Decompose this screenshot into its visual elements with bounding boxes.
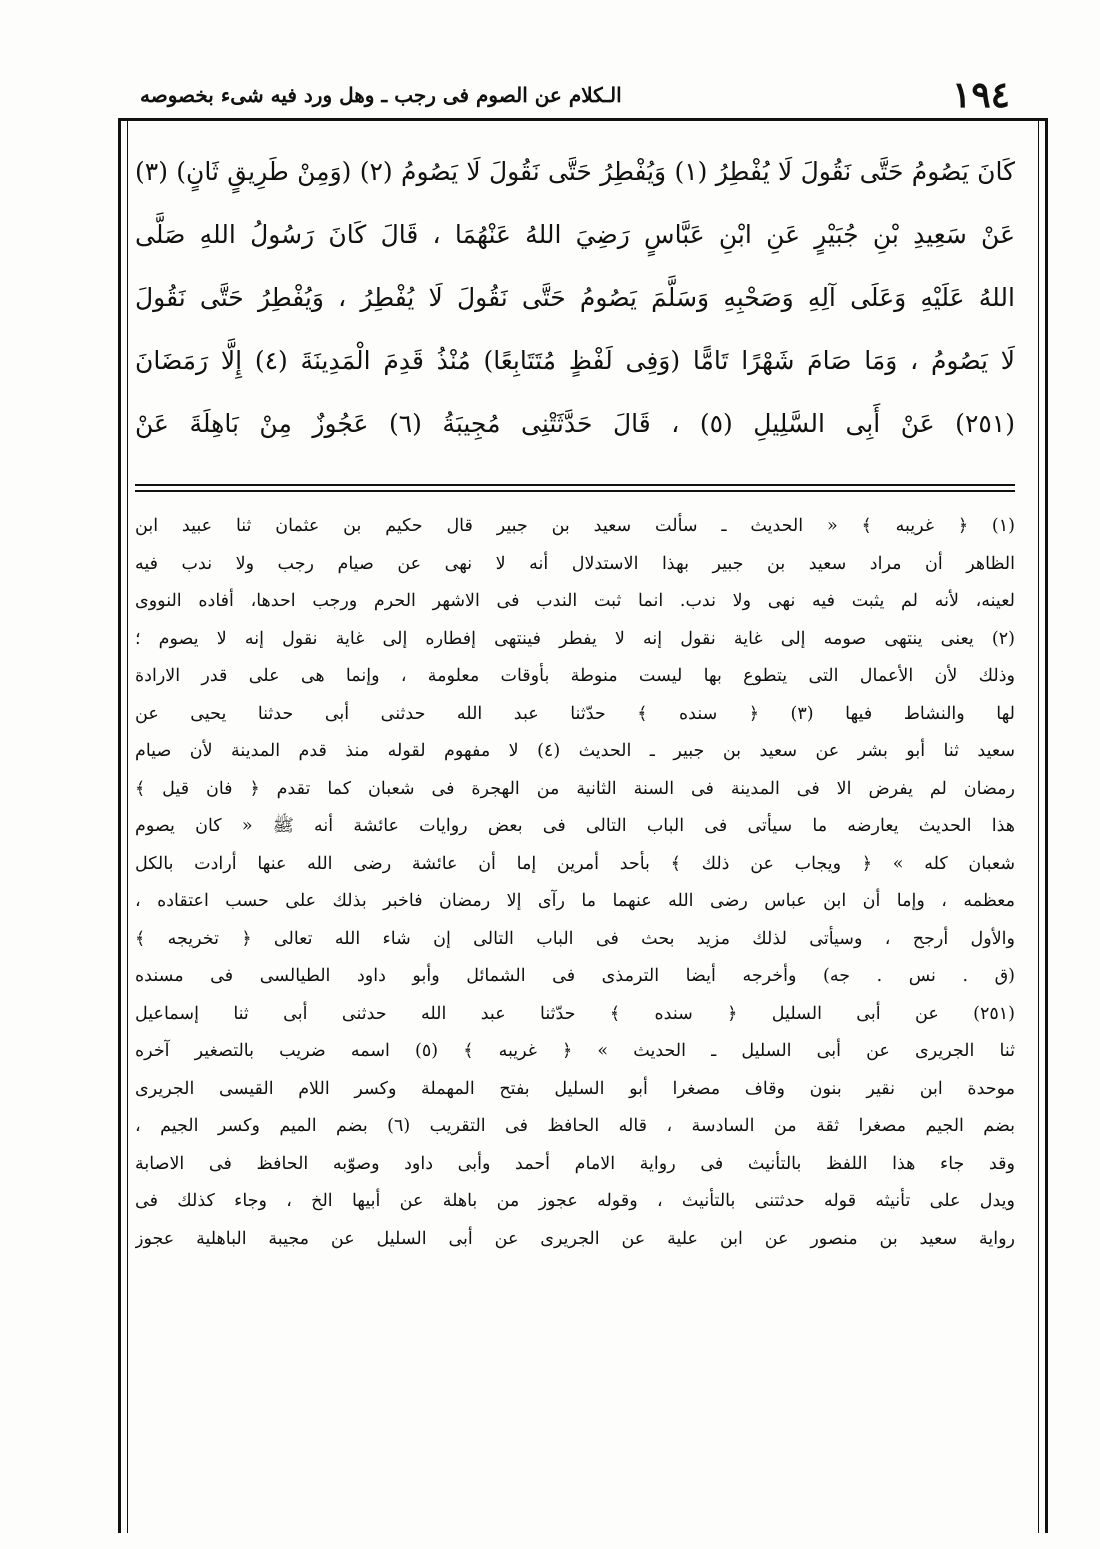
- hadith-line: عَنْ سَعِيدِ بْنِ جُبَيْرٍ عَنِ ابْنِ عَبَّاسٍ رَضِيَ اللهُ عَنْهُمَا ، قَالَ كَانَ رَسُولُ اللهِ صَلَّى: [135, 220, 1015, 249]
- commentary-line: (٢٥١) عن أبى السليل ﴿ سنده ﴾ حدّثنا عبد الله حدثنى أبى ثنا إسماعيل: [135, 1003, 1015, 1024]
- commentary-line: بضم الجيم مصغرا ثقة من السادسة ، قاله الحافظ فى التقريب (٦) بضم الميم وكسر الجيم ،: [135, 1116, 1015, 1136]
- commentary-line: موحدة ابن نقير بنون وقاف مصغرا أبو السليل بفتح المهملة وكسر اللام القيسى الجريرى: [135, 1078, 1015, 1099]
- hadith-line: اللهُ عَلَيْهِ وَعَلَى آلِهِ وَصَحْبِهِ وَسَلَّمَ يَصُومُ حَتَّى نَقُولَ لَا يُفْطِرُ ، وَيُفْطِرُ حَتَّى نَقُولَ: [135, 283, 1015, 312]
- hadith-text: [135, 140, 1015, 475]
- commentary-line: (ق . نس . جه) وأخرجه أيضا الترمذى فى الشمائل وأبو داود الطيالسى فى مسنده: [135, 966, 1015, 986]
- section-divider: [135, 484, 1015, 486]
- commentary-line: هذا الحديث يعارضه ما سيأتى فى الباب التالى فى بعض روايات عائشة أنه ﷺ « كان يصوم: [135, 816, 1015, 836]
- commentary-line: شعبان كله » ﴿ ويجاب عن ذلك ﴾ بأحد أمرين إما أن عائشة رضى الله عنها أرادت بالكل: [135, 853, 1015, 874]
- hadith-line: (٢٥١) عَنْ أَبِى السَّلِيلِ (٥) ، قَالَ حَدَّثَتْنِى مُجِيبَةُ (٦) عَجُوزٌ مِنْ بَاهِلَةَ عَنْ: [135, 409, 1015, 438]
- commentary-line: (٢) يعنى ينتهى صومه إلى غاية نقول إنه لا يفطر فينتهى إفطاره إلى غاية نقول إنه لا يصوم ؛: [135, 628, 1015, 649]
- commentary-line: والأول أرجح ، وسيأتى لذلك مزيد بحث فى الباب التالى إن شاء الله تعالى ﴿ تخريجه ﴾: [135, 928, 1015, 949]
- commentary-line: معظمه ، وإما أن ابن عباس رضى الله عنهما ما رآى إلا رمضان فاخبر بذلك على حسب اعتقاده ،: [135, 891, 1015, 911]
- commentary-line: رواية سعيد بن منصور عن ابن علية عن الجريرى عن أبى السليل عن مجيبة الباهلية عجوز: [135, 1228, 1015, 1249]
- commentary-line: رمضان لم يفرض الا فى المدينة فى السنة الثانية من الهجرة فى شعبان كما تقدم ﴿ فان قيل ﴾: [135, 778, 1015, 799]
- page-header: [120, 70, 1020, 120]
- hadith-line: لَا يَصُومُ ، وَمَا صَامَ شَهْرًا تَامًّا (وَفِى لَفْظٍ مُتَتَابِعًا) مُنْذُ قَدِمَ الْمَدِينَةَ (٤) إِلَّا رَمَضَانَ: [135, 346, 1015, 375]
- commentary-line: لها والنشاط فيها (٣) ﴿ سنده ﴾ حدّثنا عبد الله حدثنى أبى حدثنا يحيى عن: [135, 703, 1015, 724]
- commentary-line: الظاهر أن مراد سعيد بن جبير بهذا الاستدلال أنه لا نهى عن صيام رجب ولا ندب فيه: [135, 553, 1015, 574]
- section-divider: [135, 490, 1015, 492]
- running-title: الـكلام عن الصوم فى رجب ـ وهل ورد فيه شىء بخصوصه: [140, 83, 622, 107]
- commentary-line: لعينه، لأنه لم يثبت فيه نهى ولا ندب. انما ثبت الندب فى الاشهر الحرم ورجب احدها، أفاده النووى: [135, 591, 1015, 611]
- hadith-line: كَانَ يَصُومُ حَتَّى نَقُولَ لَا يُفْطِرُ (١) وَيُفْطِرُ حَتَّى نَقُولَ لَا يَصُومُ (٢) (وَمِنْ طَرِيقٍ ثَانٍ) (٣): [135, 157, 1015, 186]
- commentary-line: ثنا الجريرى عن أبى السليل ـ الحديث » ﴿ غريبه ﴾ (٥) اسمه ضريب بالتصغير آخره: [135, 1041, 1015, 1061]
- commentary-line: سعيد ثنا أبو بشر عن سعيد بن جبير ـ الحديث (٤) لا مفهوم لقوله منذ قدم المدينة لأن صيام: [135, 741, 1015, 761]
- commentary-line: ويدل على تأنيثه قوله حدثتنى بالتأنيث ، وقوله عجوز من باهلة عن أبيها الخ ، وجاء كذلك فى: [135, 1191, 1015, 1211]
- commentary-line: وقد جاء هذا اللفظ بالتأنيث فى رواية الامام أحمد وأبى داود وصوّبه الحافظ فى الاصابة: [135, 1153, 1015, 1174]
- commentary-line: (١) ﴿ غريبه ﴾ « الحديث ـ سألت سعيد بن جبير قال حكيم بن عثمان ثنا عبيد ابن: [135, 516, 1015, 536]
- commentary-line: وذلك لأن الأعمال التى يتطوع بها ليست منوطة بأوقات معلومة ، وإنما هى على قدر الارادة: [135, 666, 1015, 686]
- page-number: ١٩٤: [951, 74, 1010, 116]
- commentary-notes: [135, 508, 1015, 1528]
